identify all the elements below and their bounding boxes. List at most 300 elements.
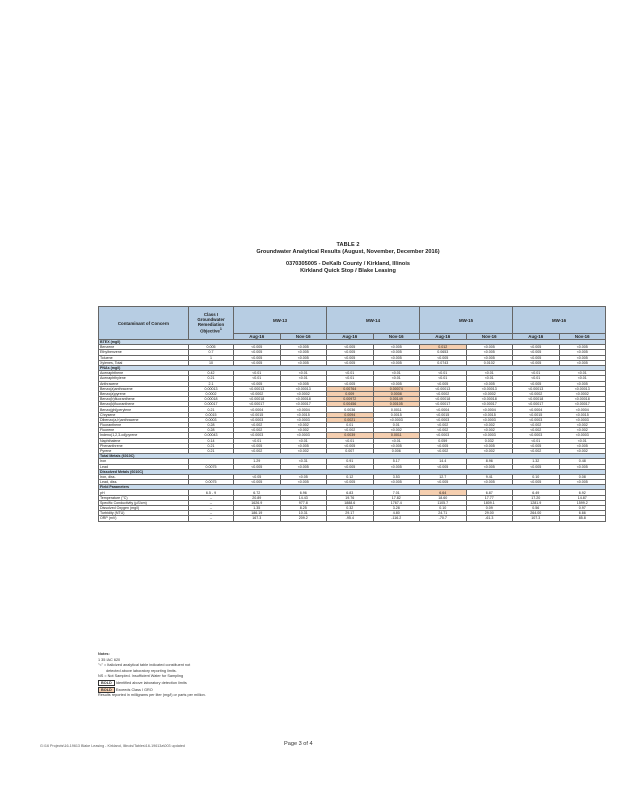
result-cell: <0.0002 <box>280 391 327 396</box>
contaminant-name: Acenaphthylene <box>99 376 189 381</box>
result-cell: <0.005 <box>513 464 560 469</box>
objective-value: 0.0075 <box>189 480 234 485</box>
result-cell: <0.002 <box>466 428 513 433</box>
result-cell: <0.005 <box>280 480 327 485</box>
contaminant-name: Toluene <box>99 355 189 360</box>
result-cell: <0.005 <box>559 480 606 485</box>
result-cell: <0.01 <box>559 438 606 443</box>
result-cell: <0.005 <box>373 381 420 386</box>
result-cell: <0.005 <box>234 480 281 485</box>
site-name: Kirkland Quick Stop / Blake Leasing <box>300 268 396 274</box>
contaminant-name: Benzo(b)fluoranthene <box>99 397 189 402</box>
result-cell: 0.00764 <box>327 386 374 391</box>
result-cell: <0.0003 <box>513 417 560 422</box>
objective-value: 0.28 <box>189 423 234 428</box>
result-cell: <0.005 <box>466 355 513 360</box>
result-cell: 6.72 <box>234 490 281 495</box>
result-cell: 3.53 <box>373 474 420 479</box>
result-cell: <0.0015 <box>466 412 513 417</box>
result-cell: <0.005 <box>420 464 467 469</box>
result-cell: <0.01 <box>327 371 374 376</box>
result-cell: <0.01 <box>420 376 467 381</box>
legend-bold-box: BOLD <box>98 680 115 686</box>
result-cell: -116.2 <box>373 516 420 521</box>
result-cell: 24.71 <box>420 511 467 516</box>
result-cell: <0.0004 <box>513 407 560 412</box>
result-cell: <0.00013 <box>513 386 560 391</box>
result-cell: <0.005 <box>327 480 374 485</box>
result-cell: 0.00074 <box>373 386 420 391</box>
result-cell: -61.3 <box>466 516 513 521</box>
result-cell: <0.00013 <box>420 386 467 391</box>
result-cell: <0.00013 <box>234 386 281 391</box>
result-cell: 0.032 <box>466 438 513 443</box>
legend-detected <box>98 680 206 687</box>
result-cell: <0.0003 <box>466 433 513 438</box>
table-name: Groundwater Analytical Results (August, November, December 2016) <box>256 249 440 255</box>
result-cell: 0.0039 <box>327 433 374 438</box>
result-cell: <0.002 <box>559 423 606 428</box>
contaminant-name: Temperature (°C) <box>99 495 189 500</box>
result-cell: <0.005 <box>513 480 560 485</box>
result-cell: 1767.4 <box>373 500 420 505</box>
result-cell: <0.005 <box>466 464 513 469</box>
result-cell: <0.0003 <box>280 433 327 438</box>
result-cell: <0.31 <box>280 459 327 464</box>
result-cell: 0.12 <box>327 474 374 479</box>
note-line: "<" = Italicized analytical table indicated constituent not <box>98 663 191 668</box>
objective-value: 0.0015 <box>189 412 234 417</box>
result-cell: <0.0003 <box>420 417 467 422</box>
well-header-mw14: MW-14 <box>327 307 420 334</box>
result-cell: 0.00149 <box>373 397 420 402</box>
result-cell: 0.97 <box>559 506 606 511</box>
section-label: Total Metals (6010C) <box>99 454 606 459</box>
table-row <box>99 516 606 521</box>
result-cell: <0.002 <box>420 428 467 433</box>
result-cell: <0.005 <box>559 464 606 469</box>
units-note: Results reported in milligrams per liter (mg/l) or parts per million. <box>98 693 206 698</box>
table-number: TABLE 2 <box>336 242 360 248</box>
date-header: Aug-16 <box>513 334 560 340</box>
result-cell: <0.005 <box>280 355 327 360</box>
result-cell: 0.00456 <box>327 402 374 407</box>
result-cell: <0.005 <box>327 360 374 365</box>
header-row-wells <box>99 307 606 334</box>
note-line: NS = Not Sampled. Insufficient Water for Sampling <box>98 674 184 679</box>
result-cell: 6.66 <box>559 511 606 516</box>
legend-exceed-text: Exceeds Class I GRO <box>115 687 153 692</box>
result-cell: <0.002 <box>420 448 467 453</box>
result-cell: 8.96 <box>466 459 513 464</box>
result-cell: <0.0015 <box>559 412 606 417</box>
result-cell: 0.012 <box>420 345 467 350</box>
result-cell: <0.005 <box>513 381 560 386</box>
result-cell: <0.002 <box>234 428 281 433</box>
result-cell: 0.01 <box>327 423 374 428</box>
legend-exceed-box: BOLD <box>98 687 115 693</box>
result-cell: 3.28 <box>373 506 420 511</box>
result-cell: 10.31 <box>280 511 327 516</box>
result-cell: 17.82 <box>373 495 420 500</box>
result-cell: <0.005 <box>420 480 467 485</box>
contaminant-name: Iron <box>99 459 189 464</box>
result-cell: 0.0011 <box>373 433 420 438</box>
result-cell: <0.005 <box>420 443 467 448</box>
result-cell: <0.0004 <box>420 407 467 412</box>
result-cell: <0.0002 <box>513 391 560 396</box>
results-body <box>99 340 606 522</box>
result-cell: <0.0002 <box>234 391 281 396</box>
objective-value: 0.0075 <box>189 464 234 469</box>
result-cell: <0.005 <box>280 350 327 355</box>
result-cell: <0.01 <box>513 376 560 381</box>
result-cell: <0.00018 <box>234 397 281 402</box>
section-label: PNAs (mg/l) <box>99 365 606 370</box>
contaminant-name: Chrysene <box>99 412 189 417</box>
result-cell: <0.005 <box>280 443 327 448</box>
result-cell: 0.08 <box>559 474 606 479</box>
result-cell: 29.17 <box>327 511 374 516</box>
result-cell: <0.01 <box>559 376 606 381</box>
date-header: Aug-16 <box>327 334 374 340</box>
objective-header <box>189 307 234 340</box>
result-cell: <0.00018 <box>420 397 467 402</box>
result-cell: 0.0015 <box>373 412 420 417</box>
result-cell: <0.005 <box>373 464 420 469</box>
result-cell: 0.006 <box>373 448 420 453</box>
result-cell: <0.0004 <box>280 407 327 412</box>
result-cell: <0.002 <box>466 448 513 453</box>
result-cell: <0.005 <box>280 464 327 469</box>
result-cell: 6.92 <box>559 490 606 495</box>
result-cell: 8.25 <box>280 506 327 511</box>
result-cell: 0.0008 <box>373 391 420 396</box>
contaminant-name: Lead, diss. <box>99 480 189 485</box>
result-cell: 0.32 <box>327 506 374 511</box>
result-cell: <0.01 <box>327 438 374 443</box>
result-cell: 7.01 <box>373 490 420 495</box>
result-cell: 6.87 <box>466 490 513 495</box>
result-cell: <0.0015 <box>280 412 327 417</box>
result-cell: <0.01 <box>513 438 560 443</box>
result-cell: <0.005 <box>559 345 606 350</box>
note-line: detected above laboratory reporting limits. <box>106 668 177 673</box>
result-cell: 107.3 <box>513 516 560 521</box>
contaminant-name: Ethylbenzene <box>99 350 189 355</box>
result-cell: 0.059 <box>420 438 467 443</box>
result-cell: <0.005 <box>280 360 327 365</box>
contaminant-name: Dibenzo(a,h)anthracene <box>99 417 189 422</box>
objective-value: 0.21 <box>189 407 234 412</box>
objective-value: 0.0002 <box>189 391 234 396</box>
result-cell: <0.00017 <box>420 402 467 407</box>
result-cell: <0.005 <box>373 480 420 485</box>
result-cell: <0.005 <box>234 381 281 386</box>
result-cell: 0.007 <box>327 448 374 453</box>
result-cell: 977.8 <box>280 500 327 505</box>
result-cell: -70.7 <box>420 516 467 521</box>
result-cell: <0.005 <box>559 360 606 365</box>
result-cell: <0.00013 <box>280 386 327 391</box>
contaminant-name: Benzo(k)fluoranthene <box>99 402 189 407</box>
result-cell: 0.0743 <box>420 360 467 365</box>
result-cell: 19.76 <box>327 495 374 500</box>
result-cell: <0.005 <box>234 360 281 365</box>
result-cell: <0.01 <box>234 376 281 381</box>
result-cell: <0.0003 <box>513 433 560 438</box>
result-cell: <0.00017 <box>513 402 560 407</box>
objective-value: 0.005 <box>189 345 234 350</box>
result-cell: <0.01 <box>280 376 327 381</box>
result-cell: <0.005 <box>373 355 420 360</box>
result-cell: 5.17 <box>373 459 420 464</box>
result-cell: 1888.6 <box>327 500 374 505</box>
result-cell: <0.002 <box>280 428 327 433</box>
result-cell: <0.002 <box>234 423 281 428</box>
date-header: Aug-16 <box>420 334 467 340</box>
result-cell: <0.005 <box>559 350 606 355</box>
well-header-mw15: MW-15 <box>420 307 513 334</box>
result-cell: <0.0004 <box>559 407 606 412</box>
section-label: BTEX (mg/l) <box>99 340 606 345</box>
result-cell: 0.56 <box>513 506 560 511</box>
date-header: Aug-16 <box>234 334 281 340</box>
result-cell: <0.005 <box>513 345 560 350</box>
result-cell: 0.009 <box>327 391 374 396</box>
result-cell: <0.01 <box>327 376 374 381</box>
result-cell: <0.005 <box>559 443 606 448</box>
objective-value: 2.1 <box>189 381 234 386</box>
result-cell: <0.0003 <box>559 417 606 422</box>
result-cell: 0.0036 <box>327 407 374 412</box>
contaminant-name: Anthracene <box>99 381 189 386</box>
result-cell: <0.00017 <box>559 402 606 407</box>
result-cell: 1809.1 <box>466 500 513 505</box>
result-cell: <0.002 <box>280 423 327 428</box>
date-header: Nov-16 <box>559 334 606 340</box>
contaminant-name: Xylenes, Total <box>99 360 189 365</box>
result-cell: <0.002 <box>559 428 606 433</box>
result-cell: 6.49 <box>513 490 560 495</box>
contaminant-name: Pyrene <box>99 448 189 453</box>
result-cell: <0.005 <box>420 355 467 360</box>
result-cell: <0.01 <box>234 438 281 443</box>
contaminant-name: Iron, diss. <box>99 474 189 479</box>
result-cell: <0.0015 <box>234 412 281 417</box>
result-cell: <0.0002 <box>466 391 513 396</box>
objective-value: -- <box>189 495 234 500</box>
objective-value: 1 <box>189 355 234 360</box>
objective-value: 0.21 <box>189 443 234 448</box>
result-cell: <0.0015 <box>513 412 560 417</box>
contaminant-name: Turbidity (NTU) <box>99 511 189 516</box>
result-cell: <0.00018 <box>513 397 560 402</box>
result-cell: <0.005 <box>513 443 560 448</box>
result-cell: <0.0002 <box>559 391 606 396</box>
contaminant-name: Lead <box>99 464 189 469</box>
result-cell: <0.0002 <box>420 391 467 396</box>
result-cell: <0.005 <box>559 381 606 386</box>
well-header-mw13: MW-13 <box>234 307 327 334</box>
notes <box>98 652 206 699</box>
objective-footnote-marker: 1 <box>219 327 222 332</box>
objective-value: -- <box>189 500 234 505</box>
result-cell: <0.00017 <box>234 402 281 407</box>
result-cell: <0.00013 <box>466 386 513 391</box>
result-cell: 14.4 <box>420 459 467 464</box>
result-cell: 0.91 <box>327 459 374 464</box>
result-cell: 6.64 <box>420 490 467 495</box>
objective-value: 0.42 <box>189 371 234 376</box>
result-cell: <0.00013 <box>559 386 606 391</box>
result-cell: <0.005 <box>373 350 420 355</box>
result-cell: <0.01 <box>373 371 420 376</box>
result-cell: 0.0011 <box>373 407 420 412</box>
result-cell: <0.002 <box>559 448 606 453</box>
result-cell: <0.00017 <box>466 402 513 407</box>
well-header-mw16: MW-16 <box>513 307 606 334</box>
result-cell: <0.0004 <box>234 407 281 412</box>
footer-file-path: G:\16 Projects\16-19613 Blake Leasing - Kirkland, Illinois\Tables\16-19613a\003 updated <box>40 744 185 748</box>
result-cell: <0.005 <box>280 345 327 350</box>
result-cell: <0.05 <box>280 474 327 479</box>
result-cell: 209.2 <box>280 516 327 521</box>
result-cell: <0.005 <box>559 355 606 360</box>
result-cell: <0.002 <box>280 448 327 453</box>
objective-value: 6.5 - 9 <box>189 490 234 495</box>
result-cell: 17.77 <box>466 495 513 500</box>
objective-value: -- <box>189 516 234 521</box>
objective-value: 0.00013 <box>189 386 234 391</box>
objective-value: 0.7 <box>189 350 234 355</box>
objective-value: 10 <box>189 360 234 365</box>
result-cell: 17.20 <box>513 495 560 500</box>
result-cell: <0.002 <box>513 423 560 428</box>
result-cell: <0.005 <box>466 443 513 448</box>
result-cell: <0.01 <box>373 376 420 381</box>
result-cell: <0.005 <box>327 345 374 350</box>
contaminant-name: Indeno(1,2,3-cd)pyrene <box>99 433 189 438</box>
result-cell: 12.7 <box>420 474 467 479</box>
objective-value: 0.28 <box>189 428 234 433</box>
objective-value: 0.00018 <box>189 397 234 402</box>
result-cell: <0.0003 <box>559 433 606 438</box>
result-cell: <0.005 <box>373 345 420 350</box>
result-cell: <0.00018 <box>280 397 327 402</box>
result-cell: <0.0003 <box>466 417 513 422</box>
note-line: 1 35 IAC 620 <box>98 657 121 662</box>
objective-value: 0.00043 <box>189 433 234 438</box>
result-cell: 1.29 <box>234 459 281 464</box>
result-cell: <0.0003 <box>234 433 281 438</box>
legend-exceeds <box>98 687 206 694</box>
contaminant-name: Fluoranthene <box>99 423 189 428</box>
result-cell: 186.19 <box>234 511 281 516</box>
result-cell: <0.0003 <box>420 433 467 438</box>
legend-bold-text: Identified above laboratory detection limits <box>115 680 187 685</box>
result-cell: <0.005 <box>234 355 281 360</box>
result-cell: <0.005 <box>234 345 281 350</box>
result-cell: 0.10 <box>420 506 467 511</box>
result-cell: 1626.9 <box>234 500 281 505</box>
result-cell: <0.005 <box>466 345 513 350</box>
contaminant-name: Fluorene <box>99 428 189 433</box>
contaminant-name: pH <box>99 490 189 495</box>
result-cell: 0.0653 <box>420 350 467 355</box>
result-cell: <0.002 <box>373 428 420 433</box>
result-cell: <0.005 <box>327 355 374 360</box>
result-cell: <0.005 <box>513 350 560 355</box>
result-cell: 85.8 <box>559 516 606 521</box>
result-cell: 0.48 <box>559 459 606 464</box>
contaminant-name: Dissolved Oxygen (mg/l) <box>99 506 189 511</box>
result-cell: <0.00018 <box>466 397 513 402</box>
result-cell: <0.01 <box>466 376 513 381</box>
result-cell: <0.005 <box>373 360 420 365</box>
objective-value: -- <box>189 506 234 511</box>
result-cell: <0.005 <box>420 381 467 386</box>
date-header: Nov-16 <box>373 334 420 340</box>
contaminant-name: Benzo(a)anthracene <box>99 386 189 391</box>
contaminant-name: Phenanthrene <box>99 443 189 448</box>
result-cell: <0.01 <box>559 371 606 376</box>
groundwater-results-table <box>98 306 606 522</box>
date-header: Nov-16 <box>466 334 513 340</box>
result-cell: <0.005 <box>234 443 281 448</box>
notes-heading: Notes: <box>98 652 110 656</box>
result-cell: 9.41 <box>466 474 513 479</box>
result-cell: 6.96 <box>280 490 327 495</box>
result-cell: <0.01 <box>280 438 327 443</box>
result-cell: 0.09 <box>466 506 513 511</box>
result-cell: 0.0021 <box>327 417 374 422</box>
result-cell: <0.005 <box>327 350 374 355</box>
result-cell: <0.005 <box>513 360 560 365</box>
result-cell: 0.10 <box>513 474 560 479</box>
contaminant-name: Naphthalene <box>99 438 189 443</box>
result-cell: 0.0094 <box>327 412 374 417</box>
page-number: Page 3 of 4 <box>284 741 313 747</box>
result-cell: 18.60 <box>420 495 467 500</box>
result-cell: <0.01 <box>513 371 560 376</box>
result-cell: <0.005 <box>280 381 327 386</box>
result-cell: <0.005 <box>466 381 513 386</box>
site-id: 0370305005 - DeKalb County / Kirkland, Illinois <box>285 261 411 267</box>
result-cell: <0.01 <box>234 371 281 376</box>
result-cell: <0.0003 <box>373 417 420 422</box>
result-cell: <0.002 <box>234 448 281 453</box>
result-cell: <0.005 <box>327 443 374 448</box>
contaminant-header: Contaminant of Concern <box>99 307 189 340</box>
objective-value: 0.21 <box>189 376 234 381</box>
result-cell: 14.87 <box>559 495 606 500</box>
objective-value: 0.14 <box>189 438 234 443</box>
result-cell: <0.0015 <box>420 412 467 417</box>
result-cell: <0.0003 <box>280 417 327 422</box>
result-cell: <0.0003 <box>234 417 281 422</box>
result-cell: 0.01 <box>373 423 420 428</box>
contaminant-name: ORP (mV) <box>99 516 189 521</box>
result-cell: <0.005 <box>466 480 513 485</box>
result-cell: 14.43 <box>280 495 327 500</box>
contaminant-name: Benzo(a)pyrene <box>99 391 189 396</box>
section-label: Field Parameters <box>99 485 606 490</box>
result-cell: <0.002 <box>466 423 513 428</box>
result-cell: <0.005 <box>234 464 281 469</box>
objective-value: 0.00017 <box>189 402 234 407</box>
result-cell: 1599.2 <box>559 500 606 505</box>
